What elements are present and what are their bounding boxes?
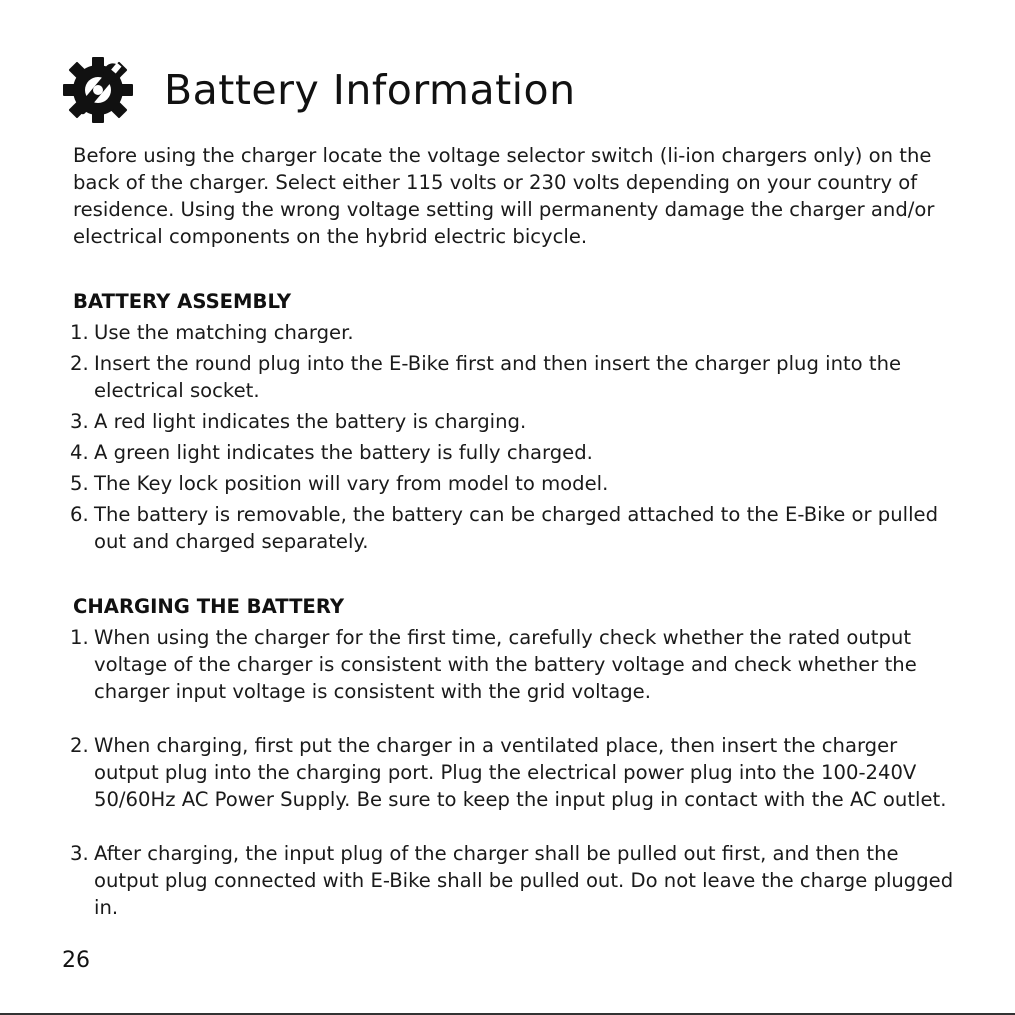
- list-item: [70, 501, 963, 555]
- item-text: After charging, the input plug of the charger shall be pulled out first, and then the output plug connected with E-Bike shall be pulled out. Do not leave the charge plugged in.: [94, 842, 954, 919]
- section-heading: BATTERY ASSEMBLY: [73, 290, 292, 313]
- page-number: 26: [62, 948, 90, 973]
- item-text: Use the matching charger.: [94, 321, 354, 344]
- list-item: [70, 408, 963, 435]
- item-number: 1.: [70, 321, 89, 344]
- item-text: When charging, first put the charger in a ventilated place, then insert the charger output plug into the charging port. Plug the electrical power plug into the 100-240V 50/60Hz AC Power Supply. Be sure to keep the input plug in contact with the AC outlet.: [94, 734, 947, 811]
- item-number: 3.: [70, 410, 89, 433]
- battery-assembly-section: [70, 288, 963, 555]
- page-title: Battery Information: [164, 65, 576, 114]
- list-item: [70, 350, 963, 404]
- list-item: [70, 840, 963, 921]
- item-number: 3.: [70, 842, 89, 865]
- item-text: The battery is removable, the battery can be charged attached to the E-Bike or pulled out and charged separately.: [94, 503, 939, 553]
- item-text: A green light indicates the battery is fully charged.: [94, 441, 593, 464]
- item-text: A red light indicates the battery is charging.: [94, 410, 527, 433]
- item-number: 5.: [70, 472, 89, 495]
- list-item: [70, 732, 963, 813]
- item-number: 2.: [70, 734, 89, 757]
- item-text: When using the charger for the first time, carefully check whether the rated output voltage of the charger is consistent with the battery voltage and check whether the charger input voltage is consistent with the grid voltage.: [94, 626, 917, 703]
- gear-wrench-icon: [60, 55, 136, 125]
- intro-paragraph: Before using the charger locate the voltage selector switch (li-ion chargers only) on the back of the charger. Select either 115 volts or 230 volts depending on your country of residence. Using the wrong voltage setting will permanenty damage the charger and/or electrical components on the hybrid electric bicycle.: [73, 144, 935, 248]
- page-header: [60, 55, 576, 125]
- list-item: [70, 470, 963, 497]
- item-text: The Key lock position will vary from model to model.: [94, 472, 609, 495]
- section-heading: CHARGING THE BATTERY: [73, 595, 345, 618]
- item-number: 1.: [70, 626, 89, 649]
- item-text: Insert the round plug into the E-Bike first and then insert the charger plug into the electrical socket.: [94, 352, 902, 402]
- list-item: [70, 624, 963, 705]
- item-number: 2.: [70, 352, 89, 375]
- charging-section: [70, 593, 963, 921]
- list-item: [70, 319, 963, 346]
- item-number: 6.: [70, 503, 89, 526]
- item-number: 4.: [70, 441, 89, 464]
- document-body: [70, 142, 963, 921]
- list-item: [70, 439, 963, 466]
